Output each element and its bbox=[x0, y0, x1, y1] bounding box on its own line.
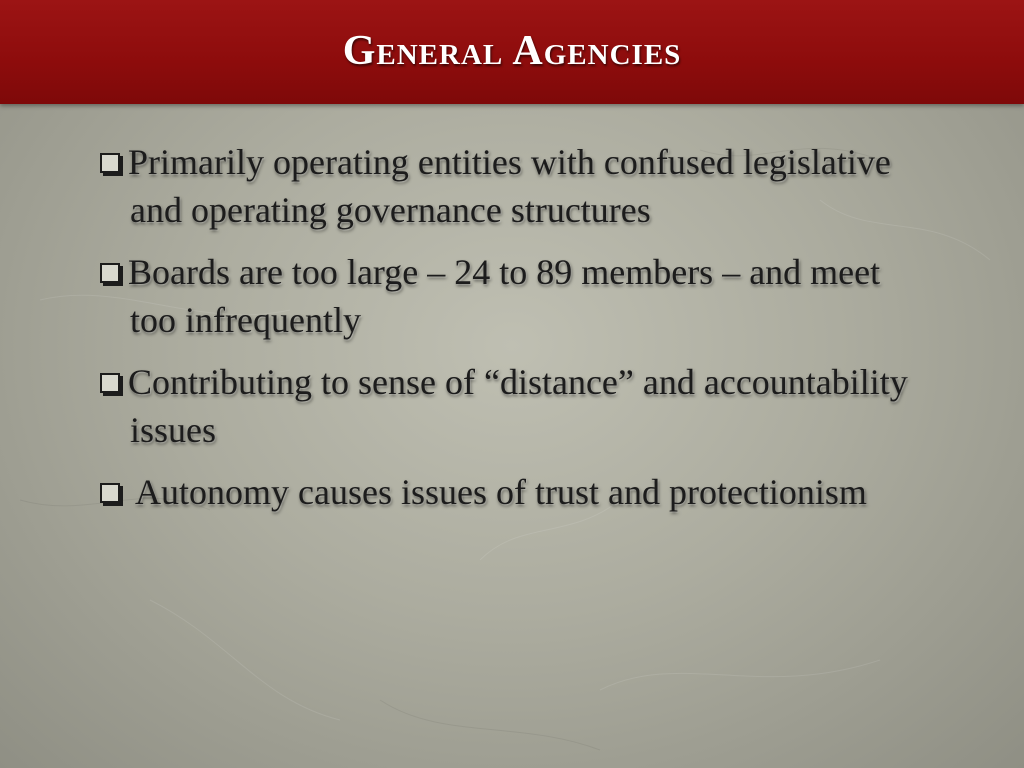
checkbox-square-icon bbox=[100, 263, 120, 283]
bullet-item bbox=[100, 358, 930, 454]
checkbox-square-icon bbox=[100, 373, 120, 393]
bullet-text: Contributing to sense of “distance” and accountability issues bbox=[128, 362, 908, 450]
checkbox-square-icon bbox=[100, 153, 120, 173]
bullet-item bbox=[100, 248, 930, 344]
checkbox-square-icon bbox=[100, 483, 120, 503]
bullet-item bbox=[100, 468, 930, 516]
title-bar bbox=[0, 0, 1024, 104]
bullet-item bbox=[100, 138, 930, 234]
bullet-text: Autonomy causes issues of trust and protectionism bbox=[128, 472, 867, 512]
bullet-text: Primarily operating entities with confused legislative and operating governance structures bbox=[128, 142, 891, 230]
bullet-text: Boards are too large – 24 to 89 members – and meet too infrequently bbox=[128, 252, 881, 340]
slide-title: General Agencies bbox=[342, 28, 682, 74]
bullet-list bbox=[100, 138, 930, 530]
